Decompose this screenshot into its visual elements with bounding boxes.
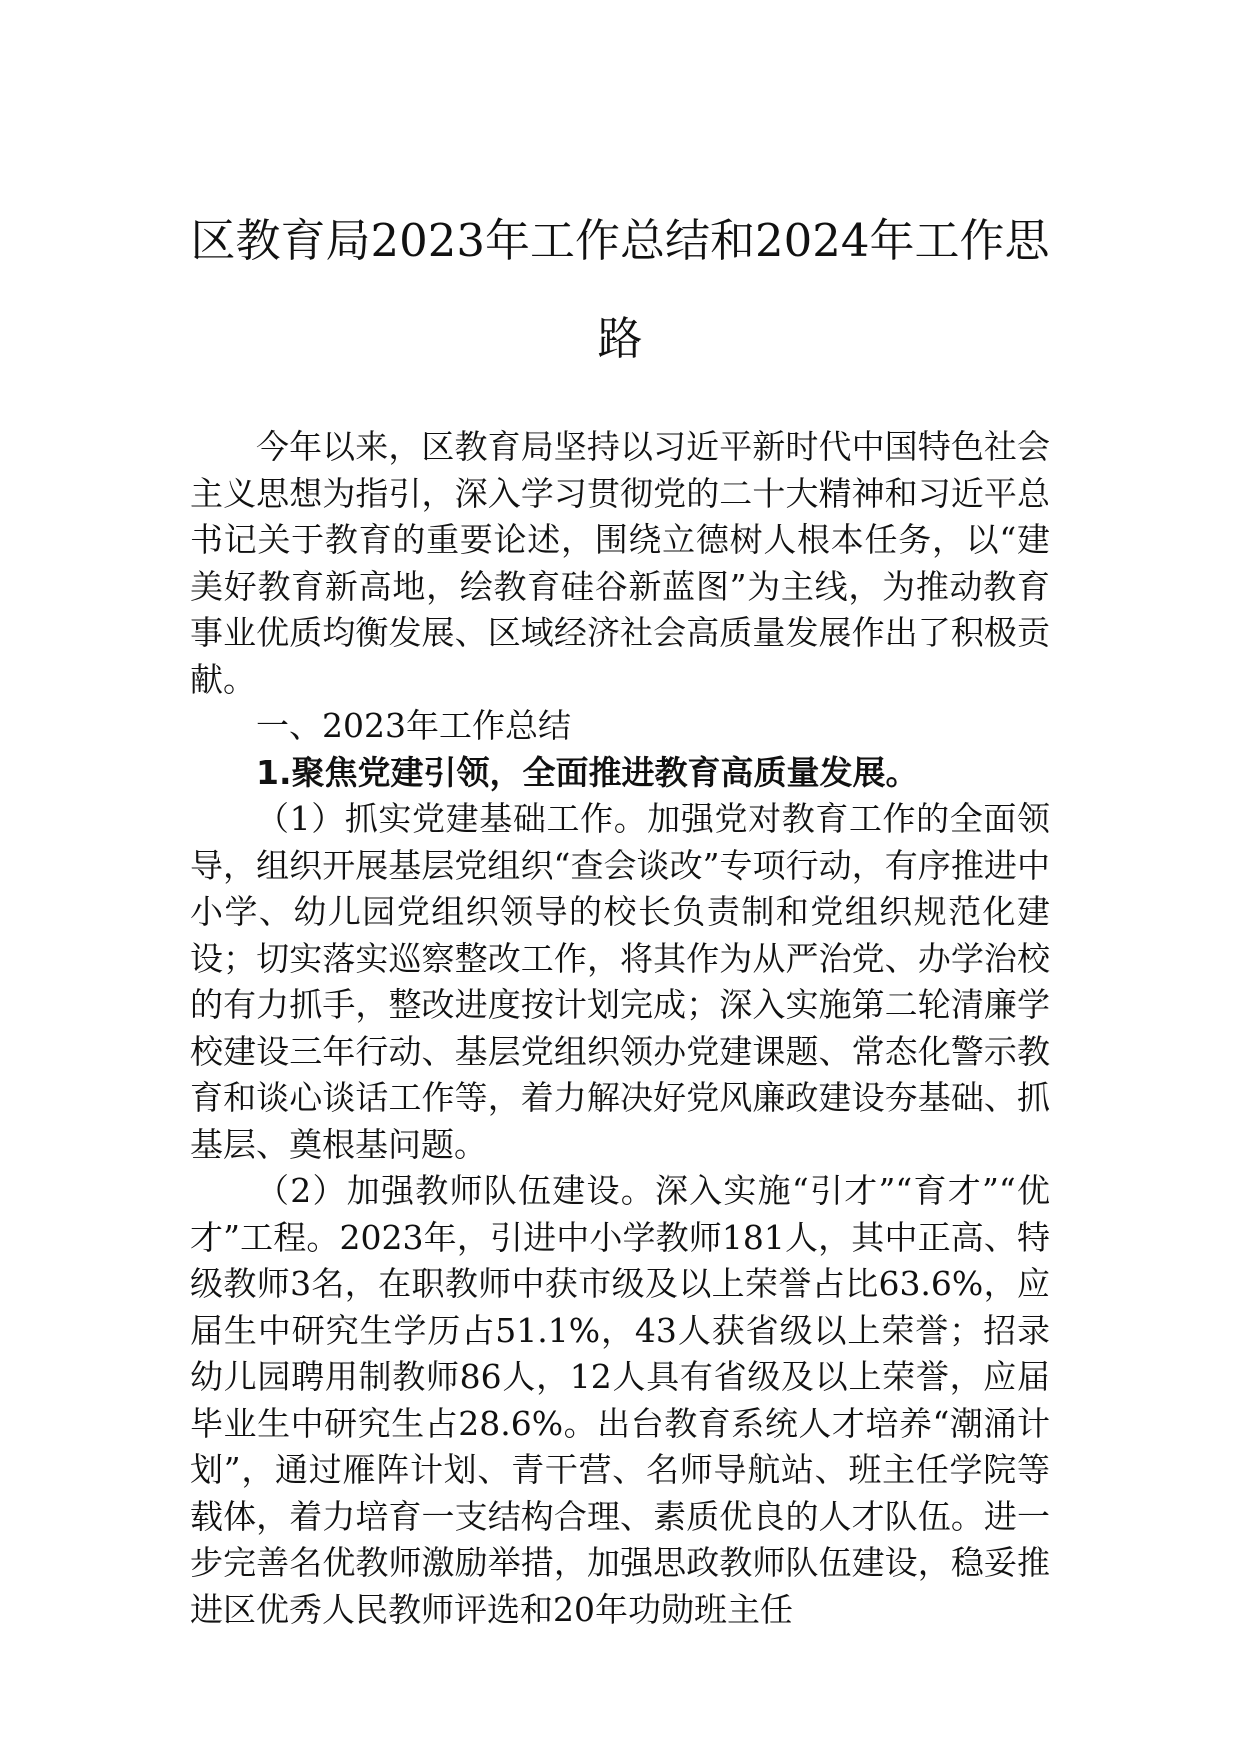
intro-paragraph: 今年以来，区教育局坚持以习近平新时代中国特色社会主义思想为指引，深入学习贯彻党的二十大精神和习近平总书记关于教育的重要论述，围绕立德树人根本任务，以“建美好教育新高地，绘教育硅谷新蓝图”为主线，为推动教育事业优质均衡发展、区域经济社会高质量发展作出了积极贡献。 <box>190 427 1050 699</box>
body-paragraph: （1）抓实党建基础工作。加强党对教育工作的全面领导，组织开展基层党组织“查会谈改”专项行动，有序推进中小学、幼儿园党组织领导的校长负责制和党组织规范化建设；切实落实巡察整改工作，将其作为从严治党、办学治校的有力抓手，整改进度按计划完成；深入实施第二轮清廉学校建设三年行动、基层党组织领办党建课题、常态化警示教育和谈心谈话工作等，着力解决好党风廉政建设夯基础、抓基层、奠根基问题。 <box>190 799 1050 1164</box>
subsection-heading: 1.聚焦党建引领，全面推进教育高质量发展。 <box>256 752 919 792</box>
section-heading: 一、2023年工作总结 <box>256 706 571 745</box>
document-body <box>190 424 1050 1633</box>
document-title: 区教育局2023年工作总结和2024年工作思路 <box>190 214 1050 365</box>
body-paragraph: （2）加强教师队伍建设。深入实施“引才”“育才”“优才”工程。2023年，引进中小学教师181人，其中正高、特级教师3名，在职教师中获市级及以上荣誉占比63.6%，应届生中研究生学历占51.1%，43人获省级以上荣誉；招录幼儿园聘用制教师86人，12人具有省级及以上荣誉，应届毕业生中研究生占28.6%。出台教育系统人才培养“潮涌计划”，通过雁阵计划、青干营、名师导航站、班主任学院等载体，着力培育一支结构合理、素质优良的人才队伍。进一步完善名优教师激励举措，加强思政教师队伍建设，稳妥推进区优秀人民教师评选和20年功勋班主任 <box>190 1171 1050 1629</box>
